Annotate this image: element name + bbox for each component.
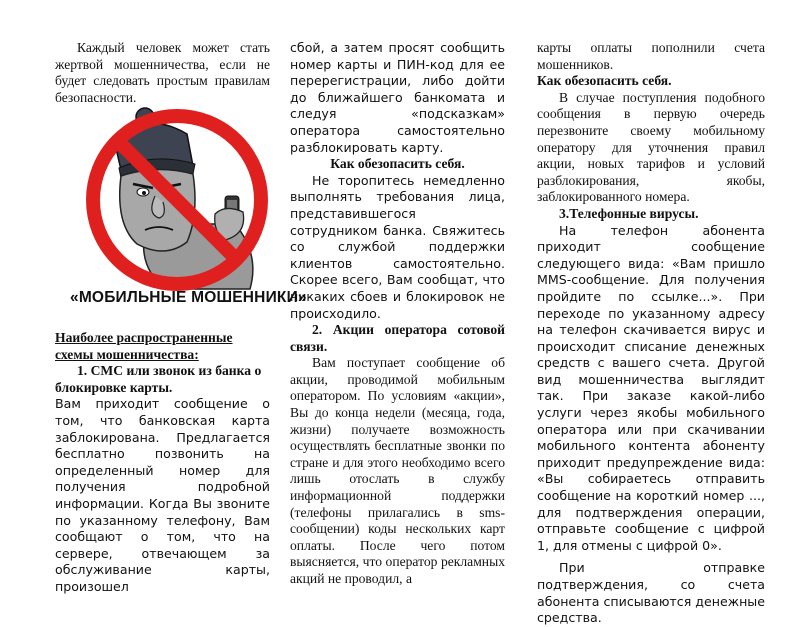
column-2	[290, 40, 505, 588]
item-2-heading: 2. Акции оператора сотовой связи.	[290, 322, 505, 354]
no-fraudster-illustration	[75, 104, 275, 294]
final-paragraph: При отправке подтверждения, со счета абонента списываются денежные средства.	[537, 560, 765, 626]
protect-text-1: Не торопитесь немедленно выполнять требования лица, представившегося сотрудником банка. Свяжитесь со службой поддержки клиентов самостоятельно. Скорее всего, Вам сообщат, что никаких сбоев и блокировок не происходило.	[290, 172, 505, 321]
column-1	[55, 40, 270, 106]
item-1-heading: 1. СМС или звонок из банка о блокировке карты.	[55, 363, 262, 395]
item-3-text: На телефон абонента приходит сообщение следующего вида: «Вам пришло MMS-сообщение. Для получения пройдите по ссылке...». При переходе по указанному адресу на телефон скачивается вирус и происходит списание денежных средств с вашего счета. Другой вид мошенничества выглядит так. При заказе какой-либо услуги через якобы мобильного оператора или при скачивании мобильного контента абоненту приходит предупреждение вида: «Вы собираетесь отправить сообщение на короткий номер ..., для подтверждения операции, отправьте сообщение с цифрой 1, для отмены с цифрой 0».	[537, 222, 765, 553]
protect-heading-1: Как обезопасить себя.	[330, 156, 465, 172]
brochure-title: «МОБИЛЬНЫЕ МОШЕННИКИ»	[70, 289, 307, 306]
column-3	[537, 40, 765, 627]
protect-text-2: В случае поступления подобного сообщения в первую очередь перезвоните своему мобильному оператору для уточнения правил акции, новых тарифов и условий разблокирования, якобы, заблокированного номера.	[537, 89, 765, 205]
column-1-lower	[55, 330, 270, 596]
item-1-continuation: сбой, а затем просят сообщить номер карты и ПИН-код для ее перерегистрации, либо дойти до ближайшего банкомата и следуя «подсказкам» оператора самостоятельно разблокировать карту.	[290, 40, 505, 155]
item-3-heading: 3.Телефонные вирусы.	[559, 205, 699, 221]
schemes-heading: Наиболее распространенные схемы мошенничества:	[55, 330, 233, 362]
item-2-continuation: карты оплаты пополнили счета мошенников.	[537, 40, 765, 72]
item-2-text: Вам поступает сообщение об акции, проводимой мобильным оператором. По условиям «акции», Вы до конца недели (месяца, года, жизни) получаете возможность осуществлять бесплатные звонки по стране и для этого необходимо всего лишь отослать в службу информационной поддержки (телефоны прилагались в sms-сообщении) коды нескольких карт оплаты. После чего потом выясняется, что оператор рекламных акций не проводил, а	[290, 355, 505, 586]
intro-paragraph: Каждый человек может стать жертвой мошенничества, если не будет следовать простым правилам безопасности.	[55, 40, 270, 105]
item-1-text: Вам приходит сообщение о том, что банковская карта заблокирована. Предлагается бесплатно позвонить на определенный номер для получения подробной информации. Когда Вы звоните по указанному телефону, Вам сообщают о том, что на сервере, отвечающем за обслуживание карты, произошел	[55, 396, 270, 594]
protect-heading-2: Как обезопасить себя.	[537, 73, 672, 89]
